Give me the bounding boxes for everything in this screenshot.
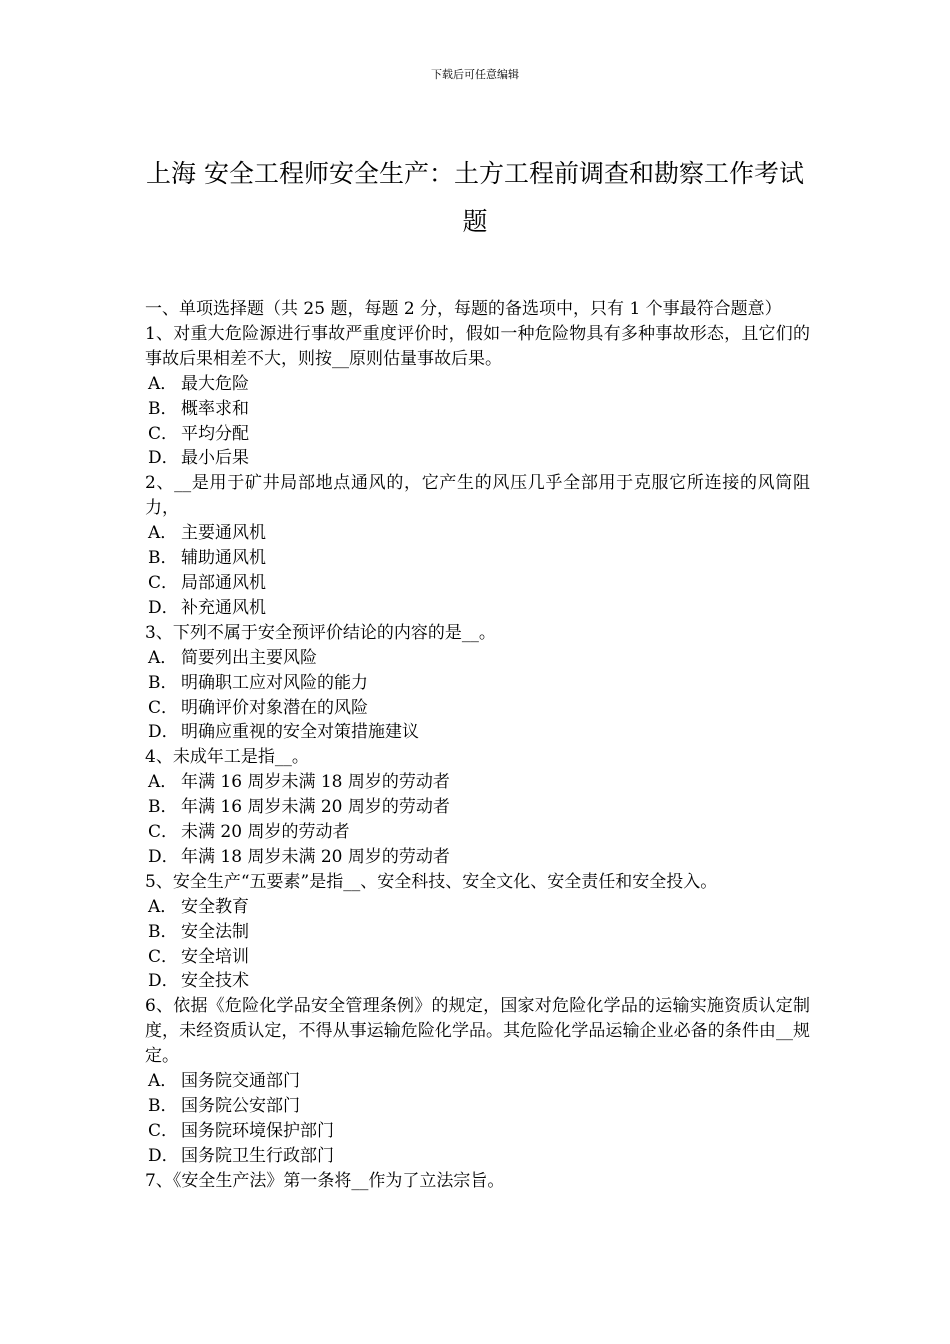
option-letter: C． (148, 946, 179, 967)
option-text: 明确职工应对风险的能力 (181, 672, 368, 693)
answer-option (145, 720, 810, 745)
answer-option (145, 696, 810, 721)
option-text: 年满 16 周岁未满 18 周岁的劳动者 (181, 772, 450, 793)
answer-option (145, 646, 810, 671)
option-text: 未满 20 周岁的劳动者 (181, 822, 350, 843)
answer-option (145, 1144, 810, 1169)
option-text: 年满 16 周岁未满 20 周岁的劳动者 (181, 797, 450, 818)
option-letter: C． (148, 423, 179, 444)
exam-content (145, 297, 810, 1194)
answer-option (145, 372, 810, 397)
option-text: 补充通风机 (181, 597, 266, 618)
option-text: 安全法制 (181, 921, 249, 942)
option-text: 平均分配 (181, 423, 249, 444)
answer-option (145, 1119, 810, 1144)
option-text: 国务院交通部门 (181, 1071, 300, 1092)
option-text: 主要通风机 (181, 523, 266, 544)
header-note: 下载后可任意编辑 (431, 68, 519, 81)
answer-option (145, 422, 810, 447)
answer-option (145, 671, 810, 696)
question-item (145, 621, 810, 746)
question-item (145, 870, 810, 995)
question-stem: 7、《安全生产法》第一条将__作为了立法宗旨。 (145, 1170, 505, 1191)
option-letter: A． (148, 523, 178, 544)
option-letter: D． (148, 722, 179, 743)
option-text: 辅助通风机 (181, 548, 266, 569)
option-text: 概率求和 (181, 398, 249, 419)
question-item (145, 322, 810, 471)
question-stem: 4、未成年工是指__。 (145, 747, 309, 768)
option-letter: D． (148, 971, 179, 992)
option-text: 简要列出主要风险 (181, 647, 317, 668)
option-text: 安全培训 (181, 946, 249, 967)
answer-option (145, 945, 810, 970)
answer-option (145, 770, 810, 795)
answer-option (145, 795, 810, 820)
answer-option (145, 1069, 810, 1094)
question-item (145, 471, 810, 620)
option-letter: A． (148, 1071, 178, 1092)
answer-option (145, 920, 810, 945)
option-letter: B． (148, 398, 178, 419)
answer-option (145, 397, 810, 422)
question-stem: 1、对重大危险源进行事故严重度评价时，假如一种危险物具有多种事故形态，且它们的事故后果相差不大，则按__原则估量事故后果。 (145, 323, 810, 369)
option-text: 国务院卫生行政部门 (181, 1145, 334, 1166)
option-text: 国务院公安部门 (181, 1096, 300, 1116)
answer-option (145, 446, 810, 471)
option-text: 最小后果 (181, 448, 249, 469)
question-stem: 2、__是用于矿井局部地点通风的，它产生的风压几乎全部用于克服它所连接的风筒阻力， (145, 473, 810, 519)
option-text: 国务院环境保护部门 (181, 1120, 334, 1141)
option-letter: B． (148, 1096, 178, 1116)
answer-option (145, 521, 810, 546)
answer-option (145, 546, 810, 571)
question-stem: 5、安全生产“五要素”是指__、安全科技、安全文化、安全责任和安全投入。 (145, 871, 718, 892)
answer-option (145, 895, 810, 920)
option-letter: A． (148, 647, 178, 668)
question-stem: 3、下列不属于安全预评价结论的内容的是__。 (145, 622, 496, 643)
option-letter: C． (148, 697, 179, 718)
option-letter: B． (148, 548, 178, 569)
option-letter: B． (148, 797, 178, 818)
option-letter: C． (148, 822, 179, 843)
answer-option (145, 969, 810, 994)
option-letter: D． (148, 1145, 179, 1166)
option-text: 安全教育 (181, 896, 249, 917)
question-item (145, 745, 810, 870)
option-letter: A． (148, 772, 178, 793)
option-letter: B． (148, 672, 178, 693)
option-letter: A． (148, 896, 178, 917)
question-stem: 6、依据《危险化学品安全管理条例》的规定，国家对危险化学品的运输实施资质认定制度，未经资质认定，不得从事运输危险化学品。其危险化学品运输企业必备的条件由__规定。 (145, 996, 810, 1067)
question-item (145, 1169, 810, 1194)
question-item (145, 994, 810, 1168)
document-title: 上海 安全工程师安全生产：土方工程前调查和勘察工作考试题 (146, 159, 804, 236)
question-list (145, 322, 810, 1194)
option-letter: D． (148, 846, 179, 867)
answer-option (145, 1094, 810, 1119)
option-text: 安全技术 (181, 971, 249, 992)
option-text: 局部通风机 (181, 572, 266, 593)
section-heading: 一、单项选择题（共 25 题，每题 2 分，每题的备选项中，只有 1 个事最符合题意） (145, 299, 782, 319)
answer-option (145, 571, 810, 596)
option-letter: D． (148, 448, 179, 469)
option-text: 最大危险 (181, 373, 249, 394)
option-letter: B． (148, 921, 178, 942)
option-text: 明确应重视的安全对策措施建议 (181, 722, 419, 743)
answer-option (145, 845, 810, 870)
option-letter: C． (148, 1120, 179, 1141)
option-text: 明确评价对象潜在的风险 (181, 697, 368, 718)
answer-option (145, 820, 810, 845)
answer-option (145, 596, 810, 621)
option-letter: C． (148, 572, 179, 593)
option-text: 年满 18 周岁未满 20 周岁的劳动者 (181, 846, 450, 867)
option-letter: D． (148, 597, 179, 618)
option-letter: A． (148, 373, 178, 394)
